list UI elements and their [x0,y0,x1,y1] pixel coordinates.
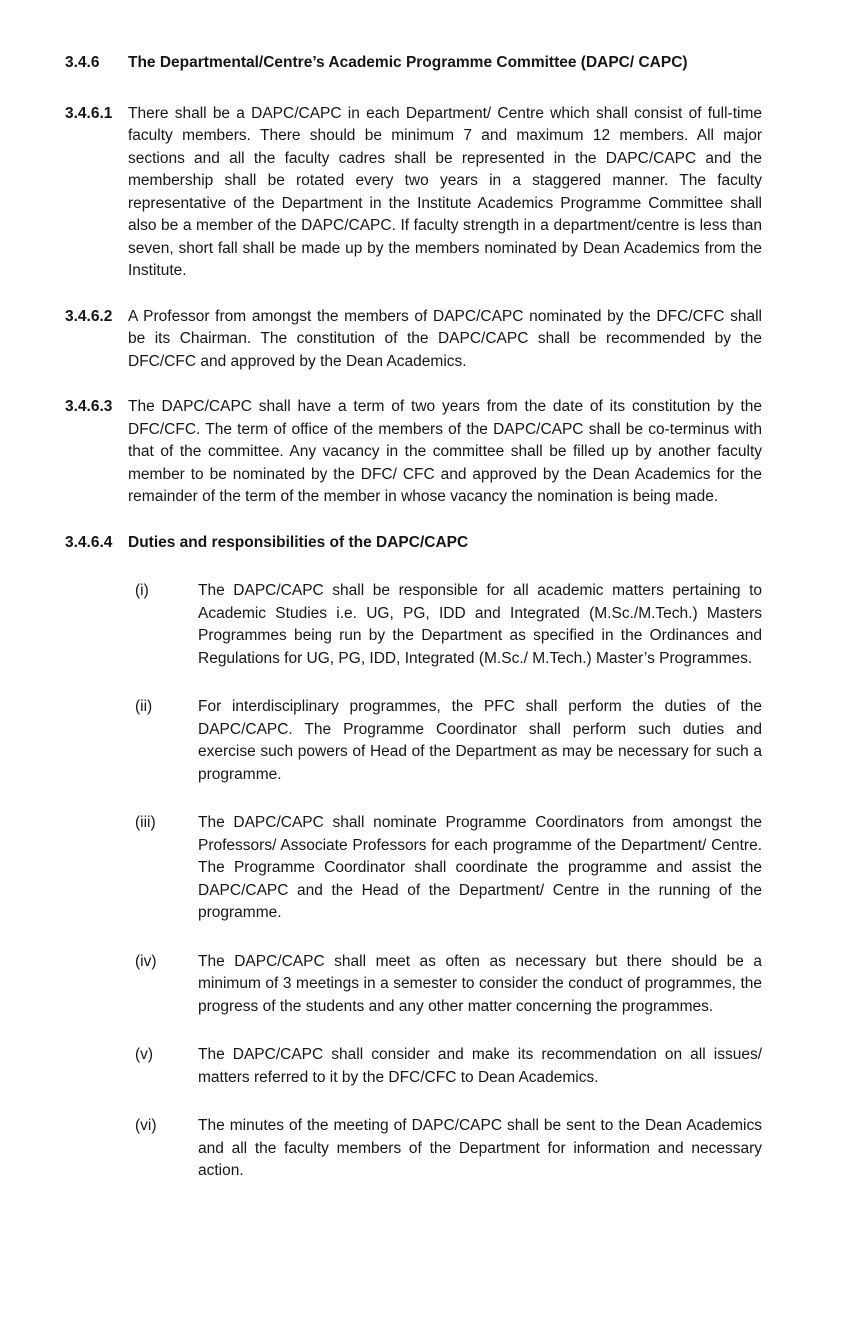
paragraph-text: The DAPC/CAPC shall have a term of two years from the date of its constitution by the DFC/CFC. The term of office of the members of the DAPC/CAPC shall be co-terminus with that of the committee. Any vacancy in the committee shall be filled up by another faculty member to be nominated by the DFC/ CFC and approved by the Dean Academics for the remainder of the term of the member in whose vacancy the nomination is being made. [128,398,762,505]
duty-label: (vi) [135,1117,157,1134]
duty-item [135,1044,762,1089]
duty-item [135,812,762,925]
duty-item [135,696,762,786]
paragraph-number: 3.4.6.2 [65,307,113,325]
duty-item [135,580,762,670]
subsection-title: Duties and responsibilities of the DAPC/CAPC [128,533,469,551]
duty-text: The DAPC/CAPC shall meet as often as necessary but there should be a minimum of 3 meetings in a semester to consider the conduct of programmes, the progress of the students and any other matter concerning the programmes. [198,952,762,1015]
paragraph [65,396,762,509]
duty-item [135,951,762,1019]
duty-label: (i) [135,582,149,599]
duty-label: (iii) [135,814,156,831]
paragraph [65,306,762,374]
subsection-heading [65,532,762,555]
section-heading [65,52,762,75]
duty-text: The DAPC/CAPC shall be responsible for all academic matters pertaining to Academic Studies i.e. UG, PG, IDD and Integrated (M.Sc./M.Tech.) Masters Programmes being run by the Department as specified in the Ordinances and Regulations for UG, PG, IDD, Integrated (M.Sc./ M.Tech.) Master’s Programmes. [198,582,762,667]
subsection-number: 3.4.6.4 [65,533,113,551]
duty-text: For interdisciplinary programmes, the PFC shall perform the duties of the DAPC/CAPC. The Programme Coordinator shall perform such duties and exercise such powers of Head of the Department as may be necessary for such a programme. [198,698,762,783]
duty-item [135,1115,762,1183]
duty-label: (iv) [135,952,157,970]
duty-text: The DAPC/CAPC shall nominate Programme Coordinators from amongst the Professors/ Associate Professors for each programme of the Department/ Centre. The Programme Coordinator shall coordinate the programme and assist the DAPC/CAPC and the Head of the Department/ Centre in the running of the programme. [198,814,762,921]
section-number: 3.4.6 [65,54,100,71]
paragraph-number: 3.4.6.1 [65,104,113,122]
paragraph [65,103,762,283]
duty-text: The DAPC/CAPC shall consider and make its recommendation on all issues/ matters referred to it by the DFC/CFC to Dean Academics. [198,1046,762,1086]
section-title: The Departmental/Centre’s Academic Programme Committee (DAPC/ CAPC) [128,54,688,71]
duty-text: The minutes of the meeting of DAPC/CAPC shall be sent to the Dean Academics and all the faculty members of the Department for information and necessary action. [198,1117,762,1179]
paragraph-number: 3.4.6.3 [65,398,113,415]
paragraph-text: A Professor from amongst the members of DAPC/CAPC nominated by the DFC/CFC shall be its Chairman. The constitution of the DAPC/CAPC shall be recommended by the DFC/CFC and approved by the Dean Academics. [128,307,762,370]
paragraph-text: There shall be a DAPC/CAPC in each Department/ Centre which shall consist of full-time faculty members. There should be minimum 7 and maximum 12 members. All major sections and all the faculty cadres shall be represented in the DAPC/CAPC and the membership shall be rotated every two years in a staggered manner. The faculty representative of the Department in the Institute Academics Programme Committee shall also be a member of the DAPC/CAPC. If faculty strength in a department/centre is less than seven, short fall shall be made up by the members nominated by Dean Academics from the Institute. [128,104,762,279]
duty-label: (v) [135,1046,154,1063]
duty-label: (ii) [135,698,153,715]
